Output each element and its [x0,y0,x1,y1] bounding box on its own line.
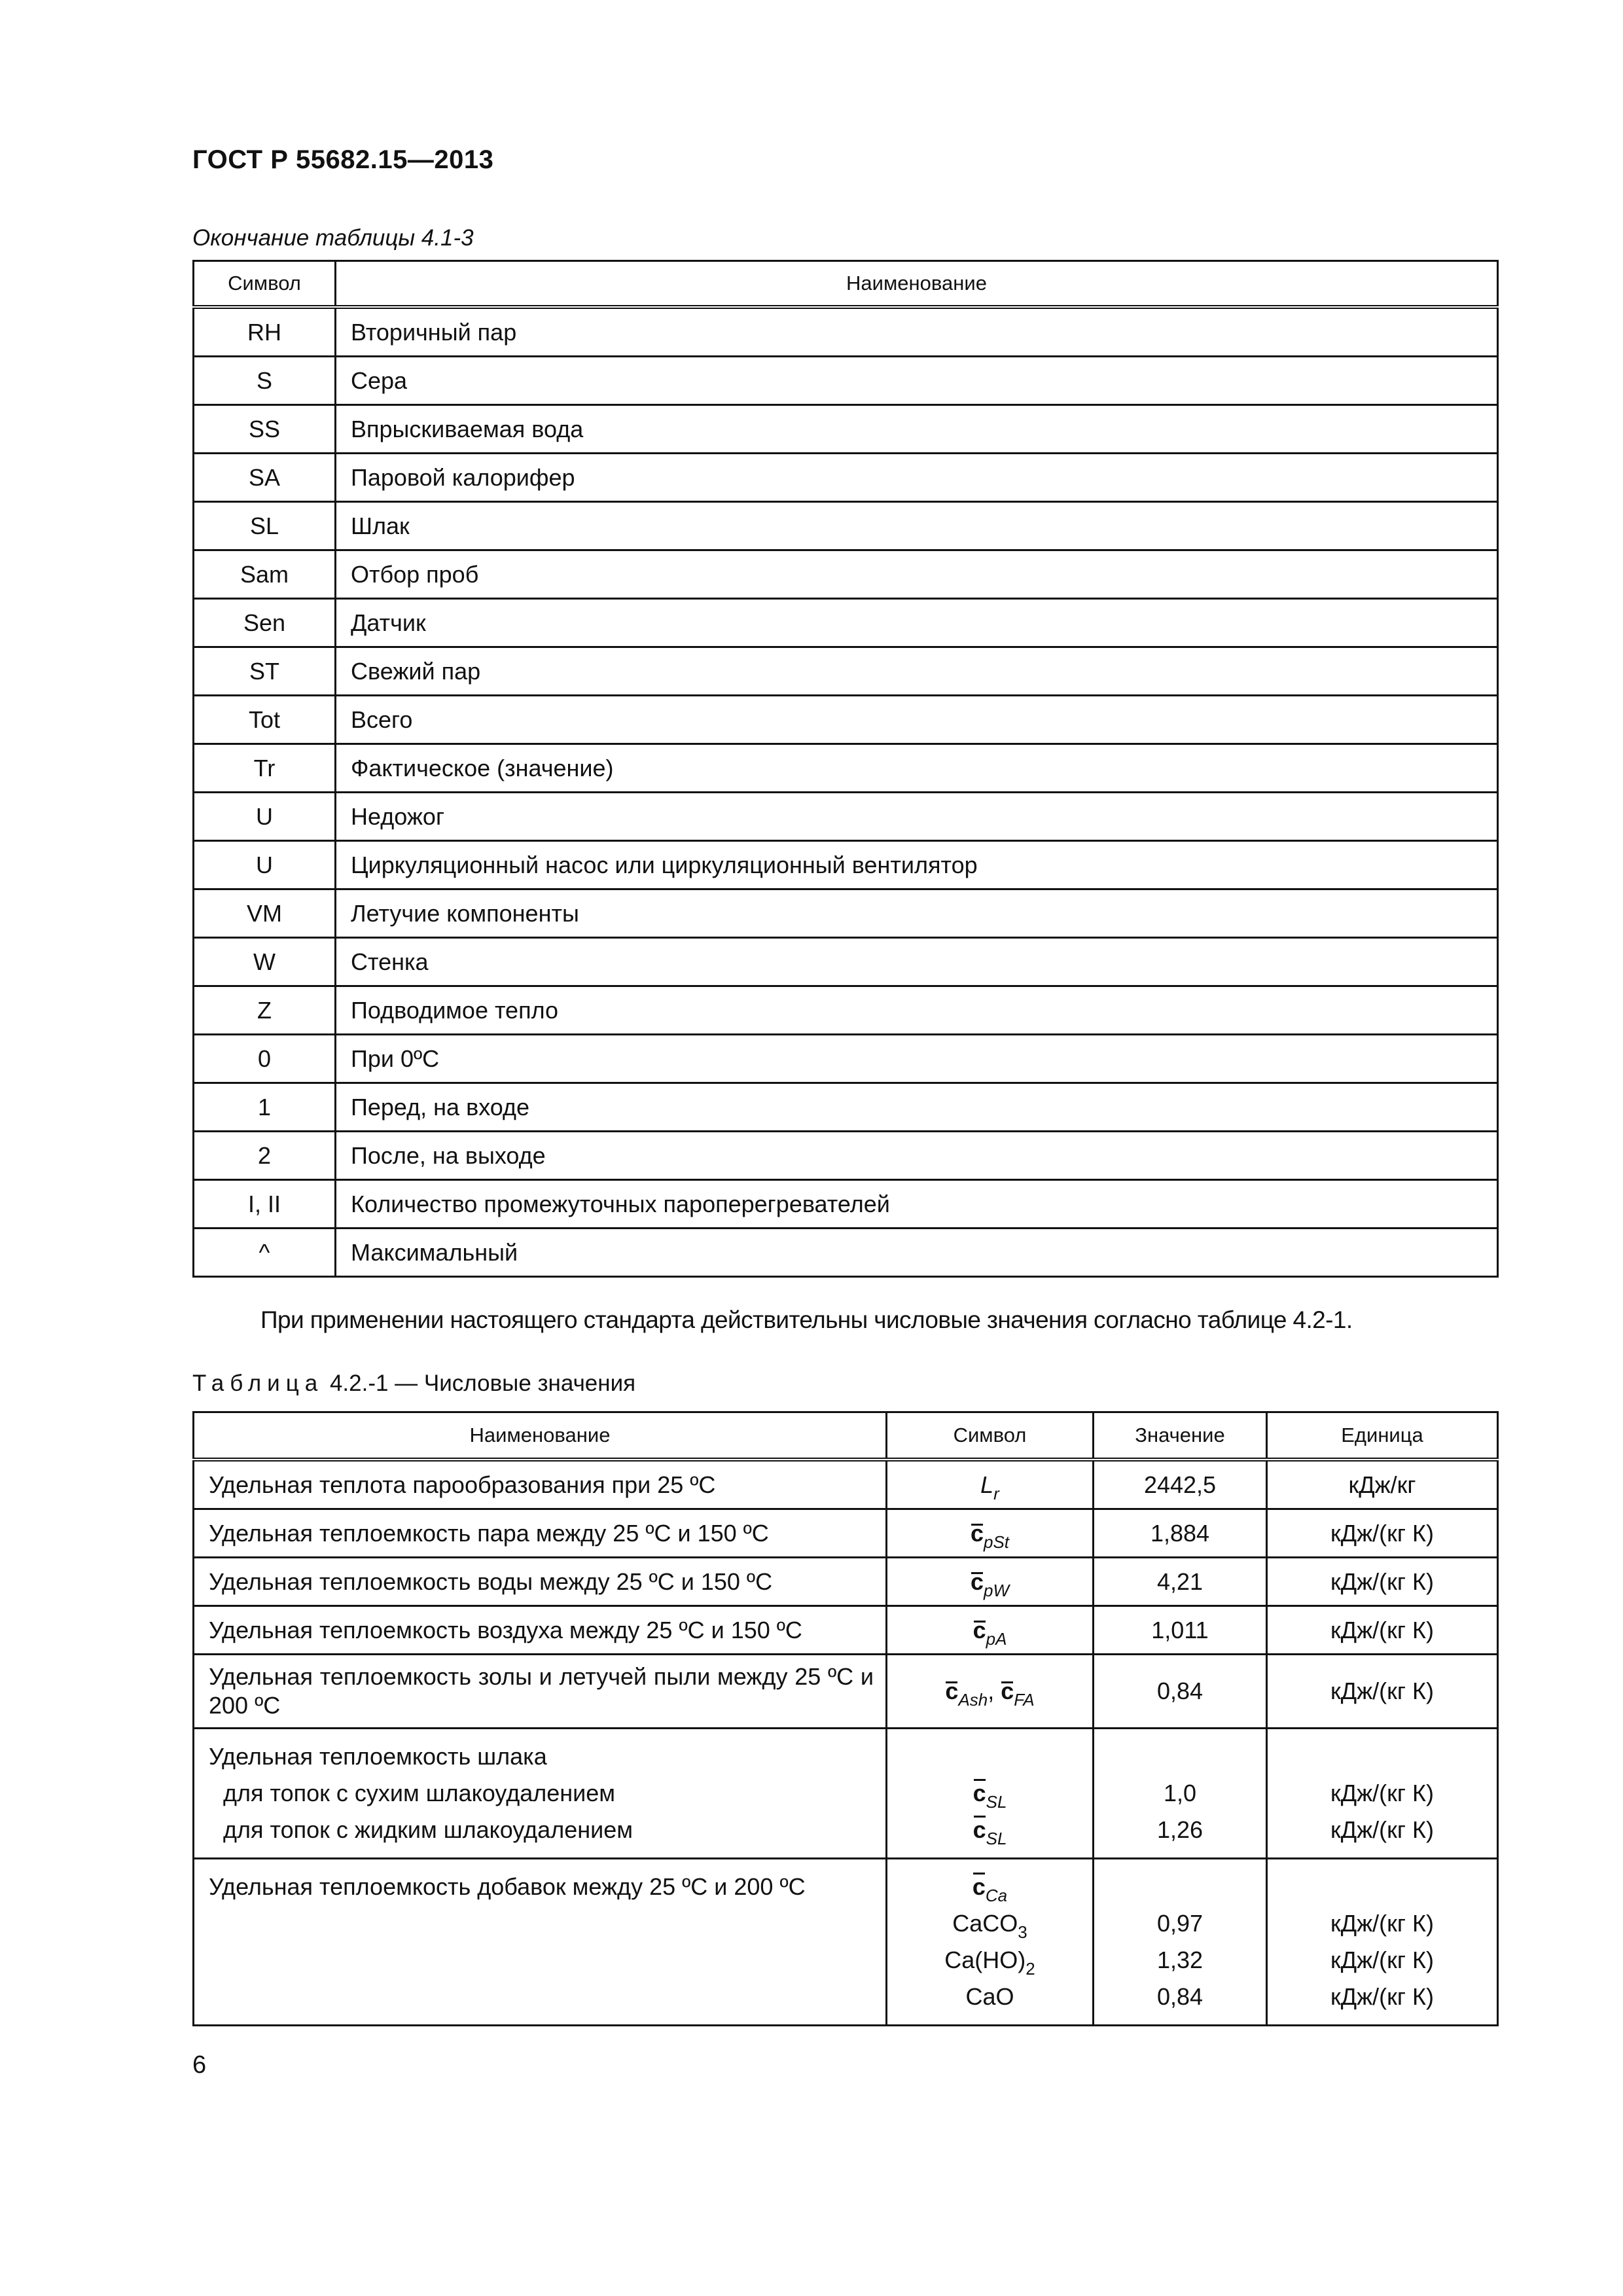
body-paragraph: При применении настоящего стандарта действительны числовые значения согласно таблице 4.2-1. [260,1306,1353,1333]
row-symbol: $L_r$ [887,1460,1094,1509]
caption-label: Таблица [192,1371,324,1396]
table-row [194,938,1498,986]
row-symbol: $c_{Ca}$ CaCO$_3$ $Ca(HO)_2$ CaO [887,1859,1094,2026]
symbol-cell: Tr [194,744,336,793]
symbol-cell: SS [194,405,336,454]
table-row [194,357,1498,405]
row-name [194,1729,887,1859]
name-cell: Максимальный [336,1229,1498,1277]
table-header-row [194,1412,1498,1460]
symbol-cell: Sen [194,599,336,647]
symbol-cell: U [194,841,336,889]
row-name: Удельная теплоемкость добавок между 25 ºС и 200 ºС [194,1859,887,2026]
name-cell: При 0ºС [336,1035,1498,1083]
caption-text: 4.2.-1 — Числовые значения [323,1371,636,1396]
table-row [194,1558,1498,1606]
symbol-cell: Sam [194,550,336,599]
table-row [194,550,1498,599]
symbol-cell: 1 [194,1083,336,1132]
row-symbol: $c_{Ash}$, $c_{FA}$ [887,1655,1094,1729]
column-header-symbol: Символ [887,1412,1094,1460]
table-row [194,1229,1498,1277]
table-row [194,454,1498,502]
table-row [194,502,1498,550]
table-row [194,1655,1498,1729]
table-4-1-3-caption: Окончание таблицы 4.1-3 [192,225,474,251]
table-header-row [194,261,1498,308]
row-symbol: $c_{pSt}$ [887,1509,1094,1558]
row-name: Удельная теплоемкость воздуха между 25 ºС и 150 ºС [194,1606,887,1655]
row-unit: кДж/(кг К) [1267,1558,1498,1606]
table-row [194,793,1498,841]
row-unit: кДж/(кг К) [1267,1509,1498,1558]
name-cell: После, на выходе [336,1132,1498,1180]
name-cell: Впрыскиваемая вода [336,405,1498,454]
name-cell: Сера [336,357,1498,405]
column-header-unit: Единица [1267,1412,1498,1460]
symbol-cell: ST [194,647,336,696]
row-name: Удельная теплоемкость пара между 25 ºС и 150 ºС [194,1509,887,1558]
row-value: 2442,5 [1094,1460,1267,1509]
row-name: Удельная теплота парообразования при 25 ºС [194,1460,887,1509]
table-row [194,1083,1498,1132]
symbol-cell: SL [194,502,336,550]
row-symbol: $c_{pW}$ [887,1558,1094,1606]
symbol-cell: I, II [194,1180,336,1229]
symbol-cell: Z [194,986,336,1035]
row-value: 4,21 [1094,1558,1267,1606]
table-row [194,1180,1498,1229]
table-row [194,1035,1498,1083]
column-header-value: Значение [1094,1412,1267,1460]
table-row [194,1606,1498,1655]
table-row [194,647,1498,696]
symbols-table-body [194,307,1498,1277]
row-unit: кДж/(кг К) [1267,1606,1498,1655]
name-cell: Свежий пар [336,647,1498,696]
column-header-symbol: Символ [194,261,336,308]
name-cell: Фактическое (значение) [336,744,1498,793]
name-cell: Количество промежуточных пароперегревателей [336,1180,1498,1229]
name-cell: Стенка [336,938,1498,986]
row-name: Удельная теплоемкость золы и летучей пыли между 25 ºС и 200 ºС [194,1655,887,1729]
table-row [194,1509,1498,1558]
name-cell: Циркуляционный насос или циркуляционный вентилятор [336,841,1498,889]
name-cell: Датчик [336,599,1498,647]
row-unit: кДж/кг [1267,1460,1498,1509]
table-row [194,986,1498,1035]
row-symbol: $c_{SL}$ $c_{SL}$ [887,1729,1094,1859]
symbol-cell: SA [194,454,336,502]
page-number: 6 [192,2051,207,2079]
column-header-name: Наименование [336,261,1498,308]
row-value: 1,011 [1094,1606,1267,1655]
table-row [194,841,1498,889]
table-row [194,889,1498,938]
table-row [194,599,1498,647]
symbol-cell: 2 [194,1132,336,1180]
symbol-cell: ^ [194,1229,336,1277]
symbol-cell: 0 [194,1035,336,1083]
table-row [194,696,1498,744]
column-header-name: Наименование [194,1412,887,1460]
symbols-table [192,260,1499,1278]
table-row [194,744,1498,793]
document-title: ГОСТ Р 55682.15—2013 [192,145,494,174]
table-row [194,1729,1498,1859]
row-value: 0,97 1,32 0,84 [1094,1859,1267,2026]
name-cell: Отбор проб [336,550,1498,599]
name-cell: Подводимое тепло [336,986,1498,1035]
row-name: Удельная теплоемкость воды между 25 ºС и 150 ºС [194,1558,887,1606]
table-row [194,405,1498,454]
row-value: 1,884 [1094,1509,1267,1558]
symbol-cell: RH [194,307,336,357]
group-name: Удельная теплоемкость шлака [209,1743,547,1770]
numeric-values-table [192,1411,1499,2026]
symbol-cell: S [194,357,336,405]
row-unit: кДж/(кг К) [1267,1655,1498,1729]
row-symbol: $c_{pA}$ [887,1606,1094,1655]
table-row [194,1132,1498,1180]
symbol-cell: VM [194,889,336,938]
sub-row-name: для топок с сухим шлакоудалением [223,1780,616,1806]
table-4-2-1-caption [192,1371,635,1397]
table-row [194,1460,1498,1509]
table-row [194,307,1498,357]
name-cell: Всего [336,696,1498,744]
table-row [194,1859,1498,2026]
name-cell: Недожог [336,793,1498,841]
name-cell: Паровой калорифер [336,454,1498,502]
name-cell: Перед, на входе [336,1083,1498,1132]
row-unit: кДж/(кг К) кДж/(кг К) [1267,1729,1498,1859]
row-value: 1,0 1,26 [1094,1729,1267,1859]
name-cell: Шлак [336,502,1498,550]
sub-row-name: для топок с жидким шлакоудалением [223,1816,633,1843]
row-unit: кДж/(кг К) кДж/(кг К) кДж/(кг К) [1267,1859,1498,2026]
symbol-cell: Tot [194,696,336,744]
symbol-cell: W [194,938,336,986]
name-cell: Вторичный пар [336,307,1498,357]
symbol-cell: U [194,793,336,841]
row-value: 0,84 [1094,1655,1267,1729]
name-cell: Летучие компоненты [336,889,1498,938]
